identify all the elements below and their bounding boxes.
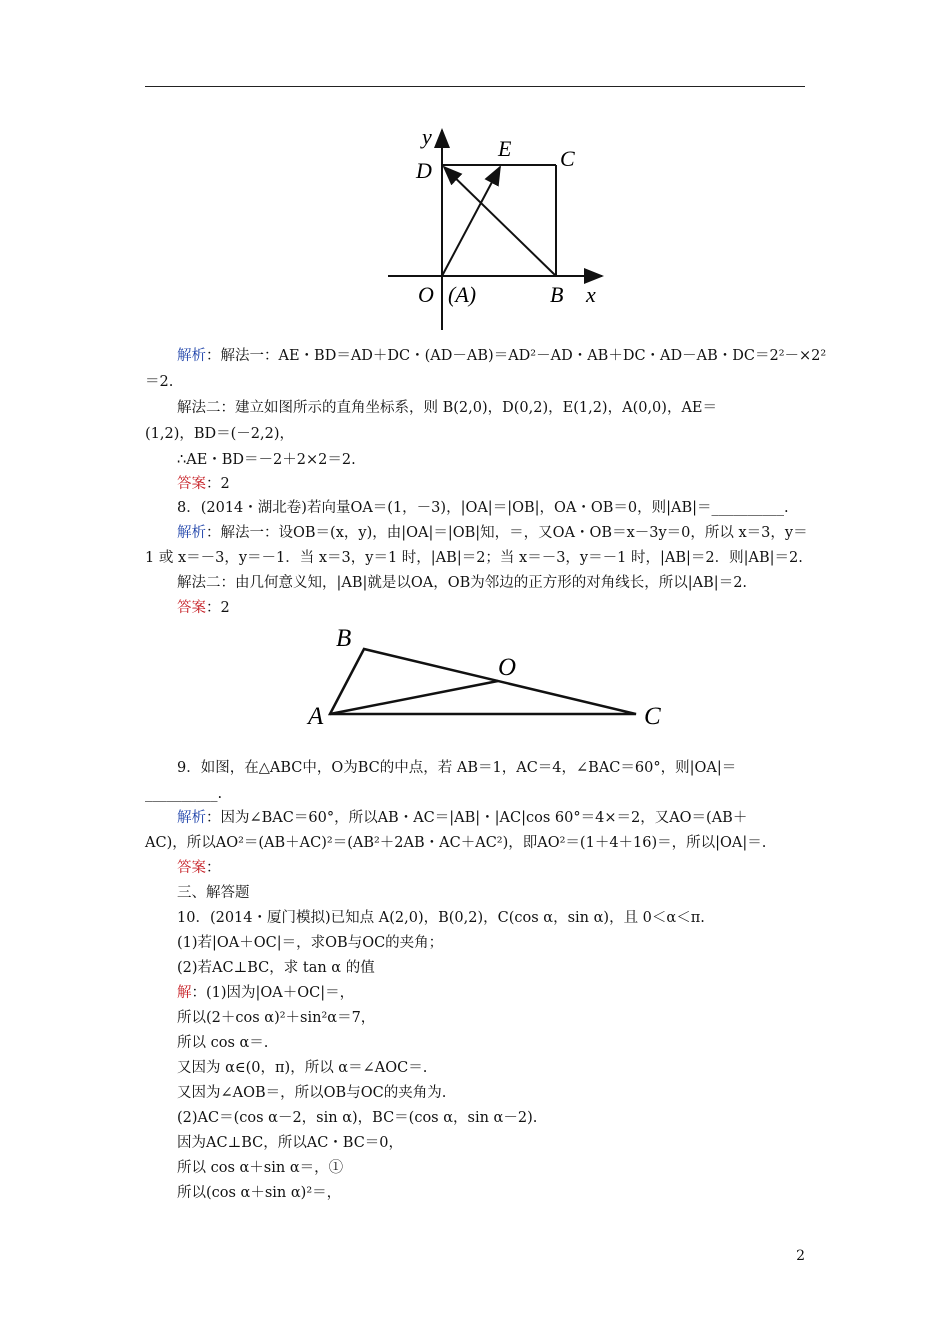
label-answer: 答案: [177, 600, 206, 616]
text-line: 8．(2014・湖北卷)若向量OA＝(1，－3)，|OA|＝|OB|，OA・OB＝0，则|AB|＝__________.: [177, 500, 789, 516]
header-rule: [145, 86, 805, 87]
text-line: 解析：解法一：AE・BD＝AD＋DC・(AD－AB)＝AD²－AD・AB＋DC・AD－AB・DC＝2²－×2²: [177, 348, 827, 364]
text-line: 解法二：建立如图所示的直角坐标系，则 B(2,0)，D(0,2)，E(1,2)，A(0,0)，AE＝: [177, 400, 717, 416]
text-line: __________.: [145, 786, 223, 802]
label-E: E: [498, 136, 512, 161]
text-line: 解析：因为∠BAC＝60°，所以AB・AC＝|AB|・|AC|cos 60°＝4×＝2，又AO＝(AB＋: [177, 810, 748, 826]
text-line: 9．如图，在△ABC中，O为BC的中点，若 AB＝1，AC＝4，∠BAC＝60°，则|OA|＝: [177, 760, 737, 776]
page-number: 2: [796, 1248, 805, 1264]
label-A: A: [308, 703, 324, 730]
vector-BD: [444, 167, 556, 276]
text-line: 又因为 α∈(0，π)，所以 α＝∠AOC＝.: [177, 1060, 428, 1076]
label-D: D: [416, 158, 432, 183]
label-jiexi: 解析: [177, 348, 206, 364]
text-line: 所以 cos α＝.: [177, 1035, 269, 1051]
text-line: (2)若AC⊥BC，求 tan α 的值: [177, 960, 375, 976]
text-line: (1,2)，BD＝(－2,2)，: [145, 426, 295, 442]
label-C: C: [644, 703, 661, 730]
figure-triangle: [300, 620, 680, 735]
text-line: 又因为∠AOB＝，所以OB与OC的夹角为.: [177, 1085, 447, 1101]
text-line: 所以(2＋cos α)²＋sin²α＝7，: [177, 1010, 376, 1026]
text-line: 答案：: [177, 860, 221, 876]
label-C: C: [560, 146, 575, 171]
figure-square-axes: [380, 120, 620, 335]
label-jiexi: 解析: [177, 525, 206, 541]
label-B: B: [336, 625, 352, 652]
segment-AO: [330, 681, 498, 714]
label-answer: 答案: [177, 476, 206, 492]
label-A: (A): [448, 282, 477, 307]
label-O: O: [418, 282, 434, 307]
label-answer: 答案: [177, 860, 206, 876]
label-jiexi: 解析: [177, 810, 206, 826]
text-line: 答案：2: [177, 600, 230, 616]
text-line: 1 或 x＝－3，y＝－1．当 x＝3，y＝1 时，|AB|＝2；当 x＝－3，y＝－1 时，|AB|＝2．则|AB|＝2.: [145, 550, 803, 566]
label-x: x: [586, 282, 596, 307]
text-line: ＝2.: [145, 374, 174, 390]
label-B: B: [550, 282, 564, 307]
text-line: AC)，所以AO²＝(AB＋AC)²＝(AB²＋2AB・AC＋AC²)，即AO²＝(1＋4＋16)＝，所以|OA|＝.: [145, 835, 767, 851]
text-line: (2)AC＝(cos α－2，sin α)，BC＝(cos α，sin α－2).: [177, 1110, 538, 1126]
text-line: ∴AE・BD＝－2＋2×2＝2.: [177, 452, 356, 468]
text-line: 解法二：由几何意义知，|AB|就是以OA，OB为邻边的正方形的对角线长，所以|AB|＝2.: [177, 575, 748, 591]
text-line: 因为AC⊥BC，所以AC・BC＝0，: [177, 1135, 404, 1151]
label-O: O: [498, 654, 517, 681]
text-line: 解析：解法一：设OB＝(x，y)，由|OA|＝|OB|知，＝，又OA・OB＝x－3y＝0，所以 x＝3，y＝: [177, 525, 808, 541]
vector-AE: [442, 167, 500, 276]
text-line: 所以 cos α＋sin α＝，①: [177, 1160, 344, 1176]
text-line: 答案：2: [177, 476, 230, 492]
section-heading: 三、解答题: [177, 885, 250, 901]
label-y: y: [422, 124, 432, 149]
label-solution: 解: [177, 985, 192, 1001]
text-line: 10．(2014・厦门模拟)已知点 A(2,0)，B(0,2)，C(cos α，sin α)，且 0＜α＜π.: [177, 910, 705, 926]
text-line: 解：(1)因为|OA＋OC|＝，: [177, 985, 355, 1001]
text-line: 所以(cos α＋sin α)²＝，: [177, 1185, 342, 1201]
text-line: (1)若|OA＋OC|＝，求OB与OC的夹角；: [177, 935, 444, 951]
